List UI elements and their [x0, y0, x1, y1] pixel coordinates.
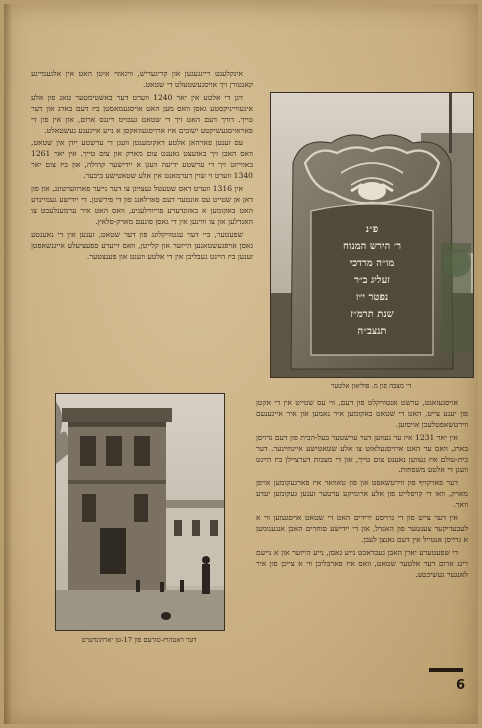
tower-photo	[55, 393, 225, 631]
gravestone-inscription	[317, 221, 427, 340]
tower-caption: דער ראטהויז-טורעם פון 17-טן יארהונדערט	[81, 636, 197, 644]
paragraph: אויסגעזאגט, ערשט אנטוויקלט פון דעם, ווי עס שטייט אין די אקטן פון יענע צייט, האט די שטאט באקומען איר נאמען און איר אייגענעם ווירטשאפטלעכן אויסזען.	[256, 398, 468, 429]
paragraph: עס זענען פארהאן אלטע דאקומענטן וועגן די ערשטע ייִדן אין שטאט, וואס האבן זיך באזעצט נאענט צום מארק און צום טייך. אין יאר 1261 באווייזט זיך די ערשטע ידיעה וועגן א ייִדישער קהילה, און ביז צום יאר 1340 ווערט זי שוין דערמאנט אין אלע שטאטישע ביכער.	[31, 138, 253, 181]
inscription-line: ר׳ הירש המנוח	[343, 241, 401, 252]
paragraph: אין 1316 ווערט דאס שטעטל געצויגן צו דער נייער פארווערטונג, און פון דאן אן שטייט עס אונטער דעם פארלאנג פון די פירשטן. די ייִדישע געמיינדע האט באקומען א באזונדערע פריווילעגיע, וואס האט איר ערמעגלעכט צו האנדלען און צו וווינען אין די גאסן פונעם מארק-פלאץ.	[31, 184, 253, 226]
paragraph: שפעטער, ביי דער ענטוויקלונג פון דער שטאט, זענען אין די נאענטע גאסן אויפגעשטאנען הייזער און קלייטן, וואס זייערע ספעציעלע אייגנשאפטן זענען ביז היינט געבליבן אין די אלטע ווענט און פענצטער.	[31, 229, 253, 261]
paragraph: אין יאר 1231 איז ער געווען דער ערשטער בעל-הבית פון דעם גרויסן בארג, וואס ער האט ארויסגעלאזט צו אלע שטאטישע איינוווינער. דער בית-עולם איז געווען נאענט צום טייך, און די מצבות דערציילן ביז היינט וועגן די אלטע משפחות.	[256, 432, 468, 475]
inscription-line: מו״ה מרדכי	[349, 258, 395, 269]
text-column-lower	[256, 398, 468, 653]
inscription-line: נפטר י״ז	[355, 292, 389, 303]
paragraph: אין דער צייט פון די גרויסע ירידים האט די שטאט אויסגעזען ווי א לעבעדיקער צענטער פון האנדל, און די ייִדישע סוחרים האבן אנגענומען א גרויסן אנטייל אין דעם גאנצן לעבן.	[256, 513, 468, 544]
paragraph: די שפעטערע יארן האבן געבראכט נייע גאסן, נייע הייזער און א נייעם רינג ארום דער אלטער שטאט, וואס איז פארבליבן ווי א צייכן פון איר לאנגער געשיכטע.	[256, 547, 468, 579]
paragraph: דער פארקויף פון ווירטשאפט און פון טאוואר איז פארגעקומען אויפן מארק, וואו די קויפלייט פון אלע ארומיקע ערטער זענען געקומען יעדע וואך.	[256, 478, 468, 510]
text-column-upper	[31, 69, 253, 390]
page-number: 6	[455, 678, 465, 693]
gravestone-photo	[270, 92, 474, 378]
page-fold-shadow	[4, 4, 12, 724]
page-number-rule	[429, 668, 463, 672]
paragraph: זיגן די אלטע אין יאר 1240 ווערט דער באשטימטער טאג פון אלע אינעווייניקסטע גאסן וואס מען האט אויסגעמאסטן ביז דעם בארג און דער טייך. דורך דעם האט זיך די שטאט געבויט רינגס ארום, און אין פון די פאראויסגעשיקטע ישובים איז ארויסגעוואקסן א נייע אייגענע געשטאלט.	[31, 92, 253, 135]
book-page	[4, 4, 478, 724]
inscription-line: זעליג ב״ר	[353, 275, 391, 286]
inscription-line: פ״נ	[365, 224, 379, 235]
inscription-line: שנת תרמ״ז	[350, 309, 394, 320]
gravestone-caption: די מצבה פון מ. פוליאון אלטער	[330, 382, 412, 390]
tower-image	[56, 394, 224, 630]
inscription-line: תנצב״ה	[357, 326, 387, 337]
paragraph: אינקלעגט ריינגעגען און קריגעריש, וויגאזוי איטן האט אין אלגעמיינע קאנטורן זיך אויסגעשטעלט די שטאט.	[31, 69, 253, 89]
